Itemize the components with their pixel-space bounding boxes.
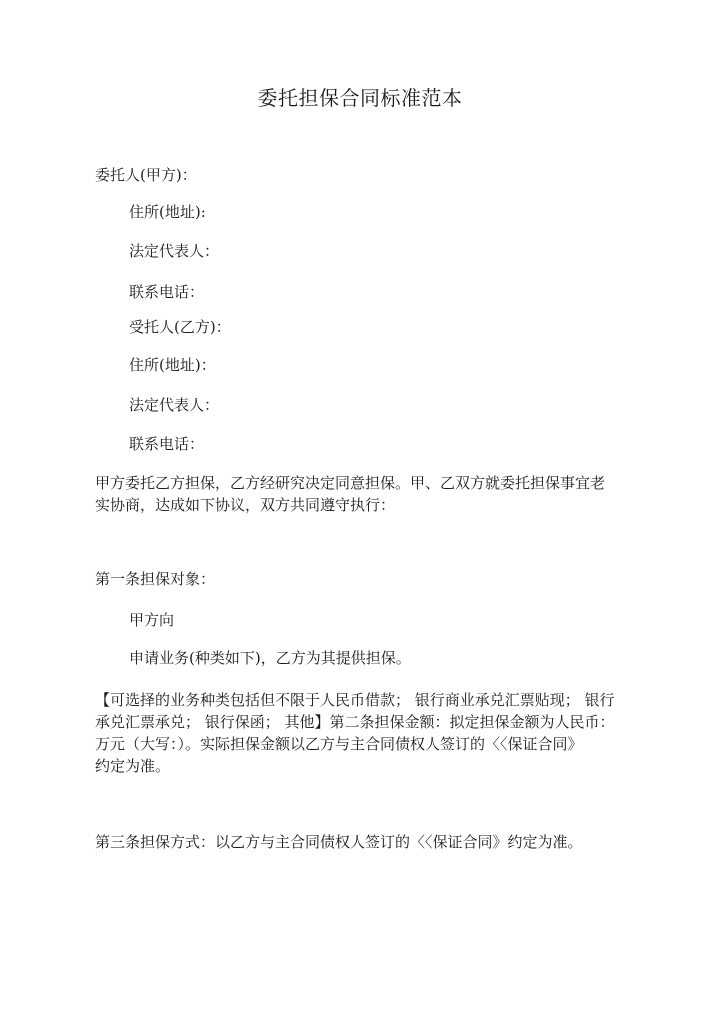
document-title: 委托担保合同标准范本 <box>257 86 463 110</box>
article1-line: 甲方向 <box>129 611 175 629</box>
principal-representative-label: 法定代表人： <box>129 242 220 260</box>
article2-line: 万元（大写：）。实际担保金额以乙方与主合同债权人签订的〈〈保证合同》 <box>95 735 583 753</box>
intro-paragraph <box>95 472 615 516</box>
article2-line: 约定为准。 <box>95 757 171 775</box>
principal-label: 委托人(甲方)： <box>95 166 197 184</box>
agent-representative-label: 法定代表人： <box>129 396 220 414</box>
principal-address-label: 住所(地址): <box>129 203 206 221</box>
agent-phone-label: 联系电话： <box>129 435 205 453</box>
article2-line: 承兑汇票承兑； 银行保函； 其他】第二条担保金额：拟定担保金额为人民币： <box>95 713 615 731</box>
article1-heading: 第一条担保对象： <box>95 570 216 588</box>
principal-phone-label: 联系电话： <box>129 283 205 301</box>
article3-line: 第三条担保方式：以乙方与主合同债权人签订的〈〈保证合同》约定为准。 <box>95 833 583 851</box>
article2-paragraph <box>95 689 615 777</box>
intro-line: 实协商，达成如下协议，双方共同遵守执行： <box>95 496 396 514</box>
intro-line: 甲方委托乙方担保，乙方经研究决定同意担保。甲、乙双方就委托担保事宜老 <box>95 474 606 492</box>
agent-label: 受托人(乙方)： <box>129 318 231 336</box>
article1-line: 申请业务(种类如下)，乙方为其提供担保。 <box>129 649 411 667</box>
article2-line: 【可选择的业务种类包括但不限于人民币借款； 银行商业承兑汇票贴现； 银行 <box>95 691 615 709</box>
agent-address-label: 住所(地址)： <box>129 356 216 374</box>
